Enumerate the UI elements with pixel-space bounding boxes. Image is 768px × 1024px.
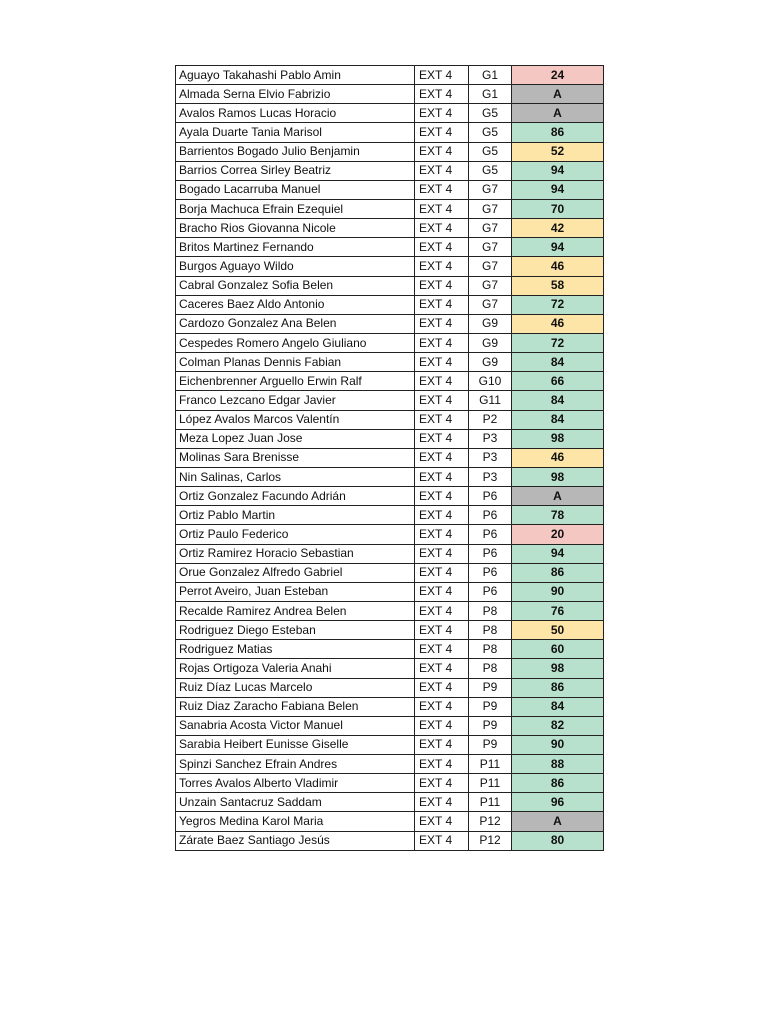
course-cell: EXT 4 <box>415 467 469 486</box>
student-name-cell: Sarabia Heibert Eunisse Giselle <box>176 735 415 754</box>
student-name-cell: Bogado Lacarruba Manuel <box>176 180 415 199</box>
student-name-cell: Cabral Gonzalez Sofia Belen <box>176 276 415 295</box>
group-cell: P11 <box>469 774 512 793</box>
table-row <box>176 697 604 716</box>
group-cell: P12 <box>469 812 512 831</box>
table-row <box>176 793 604 812</box>
score-cell: 90 <box>512 735 604 754</box>
score-cell: 84 <box>512 391 604 410</box>
group-cell: P6 <box>469 582 512 601</box>
table-row <box>176 219 604 238</box>
course-cell: EXT 4 <box>415 142 469 161</box>
score-cell: 20 <box>512 525 604 544</box>
group-cell: P11 <box>469 793 512 812</box>
table-row <box>176 735 604 754</box>
score-cell: 94 <box>512 180 604 199</box>
student-name-cell: Ruiz Diaz Zaracho Fabiana Belen <box>176 697 415 716</box>
course-cell: EXT 4 <box>415 774 469 793</box>
score-cell: 46 <box>512 314 604 333</box>
table-row <box>176 257 604 276</box>
group-cell: P8 <box>469 659 512 678</box>
score-cell: 88 <box>512 755 604 774</box>
group-cell: G9 <box>469 333 512 352</box>
score-cell: 94 <box>512 238 604 257</box>
group-cell: G5 <box>469 123 512 142</box>
group-cell: G7 <box>469 238 512 257</box>
group-cell: G1 <box>469 66 512 85</box>
course-cell: EXT 4 <box>415 333 469 352</box>
score-cell: 86 <box>512 563 604 582</box>
table-row <box>176 831 604 850</box>
course-cell: EXT 4 <box>415 640 469 659</box>
table-row <box>176 66 604 85</box>
course-cell: EXT 4 <box>415 219 469 238</box>
score-cell: 96 <box>512 793 604 812</box>
course-cell: EXT 4 <box>415 238 469 257</box>
table-row <box>176 180 604 199</box>
group-cell: P6 <box>469 563 512 582</box>
student-name-cell: Ortiz Ramirez Horacio Sebastian <box>176 544 415 563</box>
course-cell: EXT 4 <box>415 601 469 620</box>
course-cell: EXT 4 <box>415 295 469 314</box>
score-cell: 86 <box>512 774 604 793</box>
course-cell: EXT 4 <box>415 678 469 697</box>
group-cell: P9 <box>469 697 512 716</box>
table-row <box>176 812 604 831</box>
score-cell: 98 <box>512 659 604 678</box>
score-cell: A <box>512 85 604 104</box>
student-name-cell: Franco Lezcano Edgar Javier <box>176 391 415 410</box>
student-name-cell: Cardozo Gonzalez Ana Belen <box>176 314 415 333</box>
course-cell: EXT 4 <box>415 104 469 123</box>
table-row <box>176 448 604 467</box>
table-row <box>176 640 604 659</box>
score-cell: 46 <box>512 257 604 276</box>
course-cell: EXT 4 <box>415 506 469 525</box>
course-cell: EXT 4 <box>415 123 469 142</box>
group-cell: G7 <box>469 257 512 276</box>
score-cell: 78 <box>512 506 604 525</box>
student-name-cell: Almada Serna Elvio Fabrizio <box>176 85 415 104</box>
group-cell: P6 <box>469 487 512 506</box>
student-name-cell: Ortiz Pablo Martin <box>176 506 415 525</box>
score-cell: 98 <box>512 467 604 486</box>
score-cell: 86 <box>512 123 604 142</box>
score-cell: 90 <box>512 582 604 601</box>
student-name-cell: Nin Salinas, Carlos <box>176 467 415 486</box>
student-name-cell: López Avalos Marcos Valentín <box>176 410 415 429</box>
table-row <box>176 467 604 486</box>
table-row <box>176 716 604 735</box>
table-row <box>176 238 604 257</box>
group-cell: G7 <box>469 219 512 238</box>
student-name-cell: Yegros Medina Karol Maria <box>176 812 415 831</box>
score-cell: 72 <box>512 295 604 314</box>
table-row <box>176 123 604 142</box>
student-name-cell: Ayala Duarte Tania Marisol <box>176 123 415 142</box>
table-row <box>176 142 604 161</box>
student-name-cell: Recalde Ramirez Andrea Belen <box>176 601 415 620</box>
course-cell: EXT 4 <box>415 372 469 391</box>
student-name-cell: Eichenbrenner Arguello Erwin Ralf <box>176 372 415 391</box>
student-name-cell: Orue Gonzalez Alfredo Gabriel <box>176 563 415 582</box>
score-cell: 70 <box>512 199 604 218</box>
course-cell: EXT 4 <box>415 487 469 506</box>
group-cell: P11 <box>469 755 512 774</box>
student-name-cell: Unzain Santacruz Saddam <box>176 793 415 812</box>
score-cell: 50 <box>512 621 604 640</box>
course-cell: EXT 4 <box>415 525 469 544</box>
group-cell: G5 <box>469 104 512 123</box>
score-cell: 76 <box>512 601 604 620</box>
group-cell: P3 <box>469 448 512 467</box>
score-cell: 72 <box>512 333 604 352</box>
group-cell: P6 <box>469 506 512 525</box>
score-cell: 94 <box>512 544 604 563</box>
course-cell: EXT 4 <box>415 812 469 831</box>
score-cell: 82 <box>512 716 604 735</box>
grades-table <box>175 65 604 851</box>
grades-table-body <box>176 66 604 851</box>
course-cell: EXT 4 <box>415 429 469 448</box>
group-cell: P3 <box>469 467 512 486</box>
student-name-cell: Aguayo Takahashi Pablo Amin <box>176 66 415 85</box>
student-name-cell: Ortiz Gonzalez Facundo Adrián <box>176 487 415 506</box>
course-cell: EXT 4 <box>415 391 469 410</box>
group-cell: P3 <box>469 429 512 448</box>
student-name-cell: Perrot Aveiro, Juan Esteban <box>176 582 415 601</box>
student-name-cell: Ortiz Paulo Federico <box>176 525 415 544</box>
score-cell: 52 <box>512 142 604 161</box>
table-row <box>176 755 604 774</box>
student-name-cell: Cespedes Romero Angelo Giuliano <box>176 333 415 352</box>
student-name-cell: Barrios Correa Sirley Beatriz <box>176 161 415 180</box>
student-name-cell: Rojas Ortigoza Valeria Anahi <box>176 659 415 678</box>
course-cell: EXT 4 <box>415 276 469 295</box>
student-name-cell: Molinas Sara Brenisse <box>176 448 415 467</box>
course-cell: EXT 4 <box>415 161 469 180</box>
student-name-cell: Burgos Aguayo Wildo <box>176 257 415 276</box>
student-name-cell: Meza Lopez Juan Jose <box>176 429 415 448</box>
group-cell: P2 <box>469 410 512 429</box>
table-row <box>176 659 604 678</box>
group-cell: G5 <box>469 161 512 180</box>
course-cell: EXT 4 <box>415 448 469 467</box>
course-cell: EXT 4 <box>415 85 469 104</box>
score-cell: A <box>512 487 604 506</box>
score-cell: 42 <box>512 219 604 238</box>
score-cell: 84 <box>512 410 604 429</box>
table-row <box>176 85 604 104</box>
table-row <box>176 161 604 180</box>
group-cell: P8 <box>469 621 512 640</box>
student-name-cell: Avalos Ramos Lucas Horacio <box>176 104 415 123</box>
score-cell: 60 <box>512 640 604 659</box>
group-cell: P6 <box>469 525 512 544</box>
course-cell: EXT 4 <box>415 582 469 601</box>
score-cell: 58 <box>512 276 604 295</box>
table-row <box>176 391 604 410</box>
table-row <box>176 314 604 333</box>
course-cell: EXT 4 <box>415 716 469 735</box>
course-cell: EXT 4 <box>415 621 469 640</box>
group-cell: P6 <box>469 544 512 563</box>
table-row <box>176 353 604 372</box>
table-row <box>176 563 604 582</box>
score-cell: 84 <box>512 697 604 716</box>
table-row <box>176 372 604 391</box>
group-cell: G5 <box>469 142 512 161</box>
group-cell: P12 <box>469 831 512 850</box>
table-row <box>176 104 604 123</box>
table-row <box>176 774 604 793</box>
course-cell: EXT 4 <box>415 66 469 85</box>
score-cell: 46 <box>512 448 604 467</box>
group-cell: G7 <box>469 276 512 295</box>
table-row <box>176 276 604 295</box>
score-cell: 66 <box>512 372 604 391</box>
course-cell: EXT 4 <box>415 659 469 678</box>
table-row <box>176 333 604 352</box>
group-cell: G7 <box>469 199 512 218</box>
student-name-cell: Colman Planas Dennis Fabian <box>176 353 415 372</box>
score-cell: 80 <box>512 831 604 850</box>
table-row <box>176 678 604 697</box>
student-name-cell: Caceres Baez Aldo Antonio <box>176 295 415 314</box>
student-name-cell: Britos Martinez Fernando <box>176 238 415 257</box>
table-row <box>176 601 604 620</box>
course-cell: EXT 4 <box>415 563 469 582</box>
student-name-cell: Borja Machuca Efrain Ezequiel <box>176 199 415 218</box>
student-name-cell: Ruiz Díaz Lucas Marcelo <box>176 678 415 697</box>
student-name-cell: Rodriguez Matias <box>176 640 415 659</box>
table-row <box>176 295 604 314</box>
group-cell: G1 <box>469 85 512 104</box>
score-cell: 84 <box>512 353 604 372</box>
table-row <box>176 621 604 640</box>
table-row <box>176 506 604 525</box>
student-name-cell: Bracho Rios Giovanna Nicole <box>176 219 415 238</box>
table-row <box>176 199 604 218</box>
group-cell: P8 <box>469 601 512 620</box>
group-cell: G7 <box>469 295 512 314</box>
course-cell: EXT 4 <box>415 831 469 850</box>
student-name-cell: Barrientos Bogado Julio Benjamin <box>176 142 415 161</box>
course-cell: EXT 4 <box>415 199 469 218</box>
score-cell: A <box>512 104 604 123</box>
group-cell: P9 <box>469 735 512 754</box>
score-cell: 98 <box>512 429 604 448</box>
group-cell: P9 <box>469 678 512 697</box>
student-name-cell: Rodriguez Diego Esteban <box>176 621 415 640</box>
course-cell: EXT 4 <box>415 257 469 276</box>
group-cell: P8 <box>469 640 512 659</box>
group-cell: G11 <box>469 391 512 410</box>
table-row <box>176 582 604 601</box>
group-cell: G9 <box>469 314 512 333</box>
course-cell: EXT 4 <box>415 793 469 812</box>
course-cell: EXT 4 <box>415 180 469 199</box>
course-cell: EXT 4 <box>415 353 469 372</box>
table-row <box>176 544 604 563</box>
group-cell: G7 <box>469 180 512 199</box>
group-cell: G10 <box>469 372 512 391</box>
course-cell: EXT 4 <box>415 314 469 333</box>
group-cell: P9 <box>469 716 512 735</box>
student-name-cell: Torres Avalos Alberto Vladimir <box>176 774 415 793</box>
course-cell: EXT 4 <box>415 735 469 754</box>
table-row <box>176 525 604 544</box>
table-row <box>176 410 604 429</box>
score-cell: 24 <box>512 66 604 85</box>
course-cell: EXT 4 <box>415 410 469 429</box>
score-cell: A <box>512 812 604 831</box>
student-name-cell: Spinzi Sanchez Efrain Andres <box>176 755 415 774</box>
student-name-cell: Zárate Baez Santiago Jesús <box>176 831 415 850</box>
group-cell: G9 <box>469 353 512 372</box>
student-name-cell: Sanabria Acosta Victor Manuel <box>176 716 415 735</box>
course-cell: EXT 4 <box>415 544 469 563</box>
score-cell: 86 <box>512 678 604 697</box>
table-row <box>176 429 604 448</box>
score-cell: 94 <box>512 161 604 180</box>
course-cell: EXT 4 <box>415 697 469 716</box>
table-row <box>176 487 604 506</box>
course-cell: EXT 4 <box>415 755 469 774</box>
